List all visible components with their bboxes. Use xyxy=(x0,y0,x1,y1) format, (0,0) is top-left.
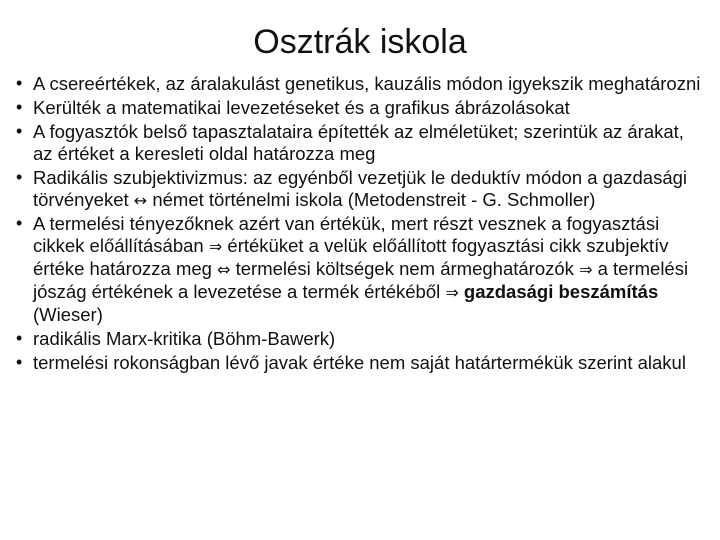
bullet-text: a termelési jószág értékének a levezetése a termék értékéből xyxy=(33,258,689,303)
bullet-item xyxy=(16,167,706,212)
bullet-dot-icon: • xyxy=(16,120,23,141)
bullet-text: A termelési tényezőknek azért van értékük, mert részt vesznek a fogyasztási cikkek előállításában xyxy=(33,213,660,257)
bullet-text: Kerülték a matematikai levezetéseket és a grafikus ábrázolásokat xyxy=(33,96,570,118)
slide-title: Osztrák iskola xyxy=(253,23,467,61)
bullet-item xyxy=(16,97,706,119)
bullet-text: (Wieser) xyxy=(33,304,103,326)
bullet-text: termelési költségek nem ármeghatározók xyxy=(235,258,574,280)
bullet-text: Radikális szubjektivizmus: az egyénből vezetjük le deduktív módon a gazdasági törvényeket xyxy=(33,166,688,210)
bullet-text: A csereértékek, az áralakulást genetikus, kauzális módon igyekszik meghatározni xyxy=(33,73,701,94)
bullet-dot-icon: • xyxy=(16,166,23,187)
bullet-item xyxy=(16,352,706,374)
bullet-dot-icon: • xyxy=(16,73,23,93)
bullet-dot-icon: • xyxy=(16,351,23,372)
bold-term: gazdasági beszámítás xyxy=(463,281,659,303)
bullet-text: német történelmi iskola (Metodenstreit - G. Schmoller) xyxy=(152,188,596,210)
implies-arrow-icon: ⇒ xyxy=(208,237,223,257)
bullet-item xyxy=(16,328,706,350)
bullet-item xyxy=(16,213,706,326)
implies-arrow-icon: ⇒ xyxy=(579,260,593,280)
double-arrow-icon: ↔ xyxy=(133,190,148,210)
bullet-list xyxy=(16,73,706,376)
bullet-dot-icon: • xyxy=(16,96,23,117)
implies-arrow-icon: ⇒ xyxy=(445,283,459,303)
bullet-item xyxy=(16,73,706,95)
bullet-dot-icon: • xyxy=(16,327,23,348)
bullet-text: A fogyasztók belső tapasztalataira építették az elméletüket; szerintük az árakat, az értéket a keresleti oldal határozza meg xyxy=(33,120,684,164)
bullet-dot-icon: • xyxy=(16,213,23,234)
bullet-text: termelési rokonságban lévő javak értéke nem saját határtermékük szerint alakul xyxy=(33,351,686,373)
equivalence-arrow-icon: ⇔ xyxy=(217,260,231,280)
bullet-text: értéküket a velük előállított fogyasztási cikk szubjektív értéke határozza meg xyxy=(33,235,669,280)
bullet-item xyxy=(16,121,706,165)
bullet-text: radikális Marx-kritika (Böhm-Bawerk) xyxy=(33,327,336,349)
